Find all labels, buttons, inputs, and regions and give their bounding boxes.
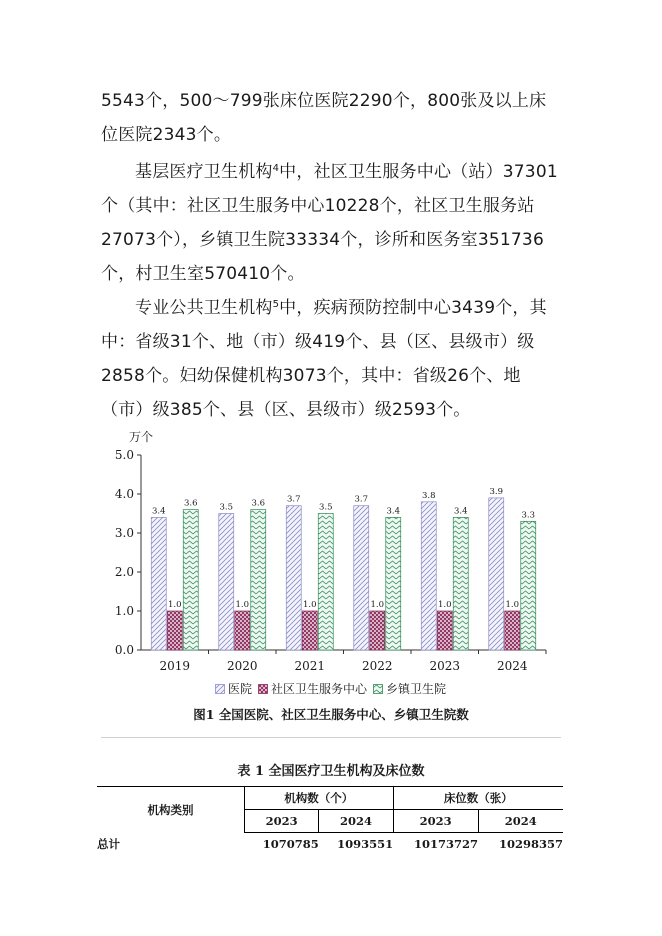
legend-label: 乡镇卫生院 xyxy=(386,682,447,696)
x-tick-label: 2024 xyxy=(496,659,528,673)
bar xyxy=(286,506,301,650)
bar xyxy=(489,498,504,650)
legend-item xyxy=(258,680,367,697)
y-tick-label: 0.0 xyxy=(114,643,134,657)
chart-legend xyxy=(215,680,446,697)
header-institutions: 机构数（个） xyxy=(245,787,394,810)
bar xyxy=(219,514,234,651)
bar-value-label: 1.0 xyxy=(302,600,317,610)
bar xyxy=(505,611,520,650)
legend-item xyxy=(215,680,252,697)
primary-care-lead: 基层医疗卫生机构 xyxy=(135,162,273,182)
legend-label: 社区卫生服务中心 xyxy=(271,682,368,696)
legend-label: 医院 xyxy=(228,682,253,696)
x-tick-label: 2022 xyxy=(361,659,393,673)
bar xyxy=(437,611,452,650)
bar xyxy=(354,506,369,650)
bar xyxy=(318,514,333,651)
bar-value-label: 1.0 xyxy=(167,600,182,610)
row-label: 总计 xyxy=(97,836,120,851)
bar xyxy=(421,502,436,650)
paragraph-primary-care xyxy=(101,152,561,291)
bar-value-label: 3.5 xyxy=(219,502,234,513)
legend-swatch xyxy=(215,684,225,694)
bar-value-label: 3.4 xyxy=(453,506,468,517)
bar xyxy=(453,517,468,650)
bar-value-label: 3.6 xyxy=(183,498,198,509)
bar-value-label: 3.7 xyxy=(286,494,301,505)
y-tick-label: 3.0 xyxy=(114,526,134,540)
bar xyxy=(302,611,317,650)
bar xyxy=(183,510,198,650)
bar xyxy=(386,517,401,650)
figure-caption: 图1 全国医院、社区卫生服务中心、乡镇卫生院数 xyxy=(193,707,469,722)
bar xyxy=(521,521,536,650)
bar-value-label: 1.0 xyxy=(437,600,452,610)
bar-value-label: 3.6 xyxy=(251,498,266,509)
footnote-5[interactable]: 5 xyxy=(272,299,280,310)
header-beds: 床位数（张） xyxy=(393,787,563,810)
x-tick-label: 2023 xyxy=(429,659,461,673)
legend-item xyxy=(373,680,446,697)
bar-chart xyxy=(95,425,565,680)
bar-value-label: 3.9 xyxy=(489,486,504,497)
public-health-lead: 专业公共卫生机构 xyxy=(135,298,273,318)
public-health-body: 中，疾病预防控制中心3439个，其中：省级31个、地（市）级419个、县（区、县级市）级2858个。妇幼保健机构3073个，其中：省级26个、地（市）级385个、县（区、县级市）级2593个。 xyxy=(101,298,547,420)
legend-swatch xyxy=(258,684,268,694)
bar-value-label: 3.4 xyxy=(386,506,401,517)
cell-value: 10173727 xyxy=(414,837,479,851)
year-header: 2024 xyxy=(478,810,563,833)
legend-swatch xyxy=(373,684,383,694)
year-header: 2024 xyxy=(319,810,393,833)
bar-value-label: 1.0 xyxy=(505,600,520,610)
table-row xyxy=(97,833,563,856)
bar-value-label: 3.8 xyxy=(421,490,436,501)
cell-value: 1070785 xyxy=(262,837,319,851)
x-tick-label: 2019 xyxy=(159,659,191,673)
bar-value-label: 3.5 xyxy=(318,502,333,513)
bar xyxy=(151,517,166,650)
facilities-table xyxy=(97,786,563,855)
year-header: 2023 xyxy=(245,810,319,833)
bar xyxy=(251,510,266,650)
y-axis-label: 万个 xyxy=(129,430,154,444)
paragraph-hospital-beds: 5543个，500～799张床位医院2290个，800张及以上床位医院2343个。 xyxy=(101,91,547,145)
bar-value-label: 1.0 xyxy=(235,600,250,610)
paragraph-public-health xyxy=(101,288,561,427)
bar-value-label: 3.7 xyxy=(354,494,369,505)
bar xyxy=(370,611,385,650)
cell-value: 10298357 xyxy=(498,837,563,851)
y-tick-label: 5.0 xyxy=(114,448,134,462)
y-tick-label: 1.0 xyxy=(114,604,134,618)
cell-value: 1093551 xyxy=(337,837,394,851)
y-tick-label: 4.0 xyxy=(114,487,134,501)
bar xyxy=(167,611,182,650)
primary-care-body: 中，社区卫生服务中心（站）37301个（其中：社区卫生服务中心10228个，社区卫生服务站27073个），乡镇卫生院33334个，诊所和医务室351736个，村卫生室570410个。 xyxy=(101,162,558,284)
x-tick-label: 2021 xyxy=(294,659,326,673)
bar-value-label: 1.0 xyxy=(370,600,385,610)
row-header: 机构类别 xyxy=(97,787,245,833)
y-tick-label: 2.0 xyxy=(114,565,134,579)
bar-value-label: 3.4 xyxy=(151,506,166,517)
bar-value-label: 3.3 xyxy=(521,510,536,521)
bar xyxy=(235,611,250,650)
footnote-4[interactable]: 4 xyxy=(272,163,280,174)
section-divider xyxy=(101,737,561,738)
x-tick-label: 2020 xyxy=(226,659,258,673)
year-header: 2023 xyxy=(393,810,478,833)
table-title: 表 1 全国医疗卫生机构及床位数 xyxy=(237,764,425,779)
